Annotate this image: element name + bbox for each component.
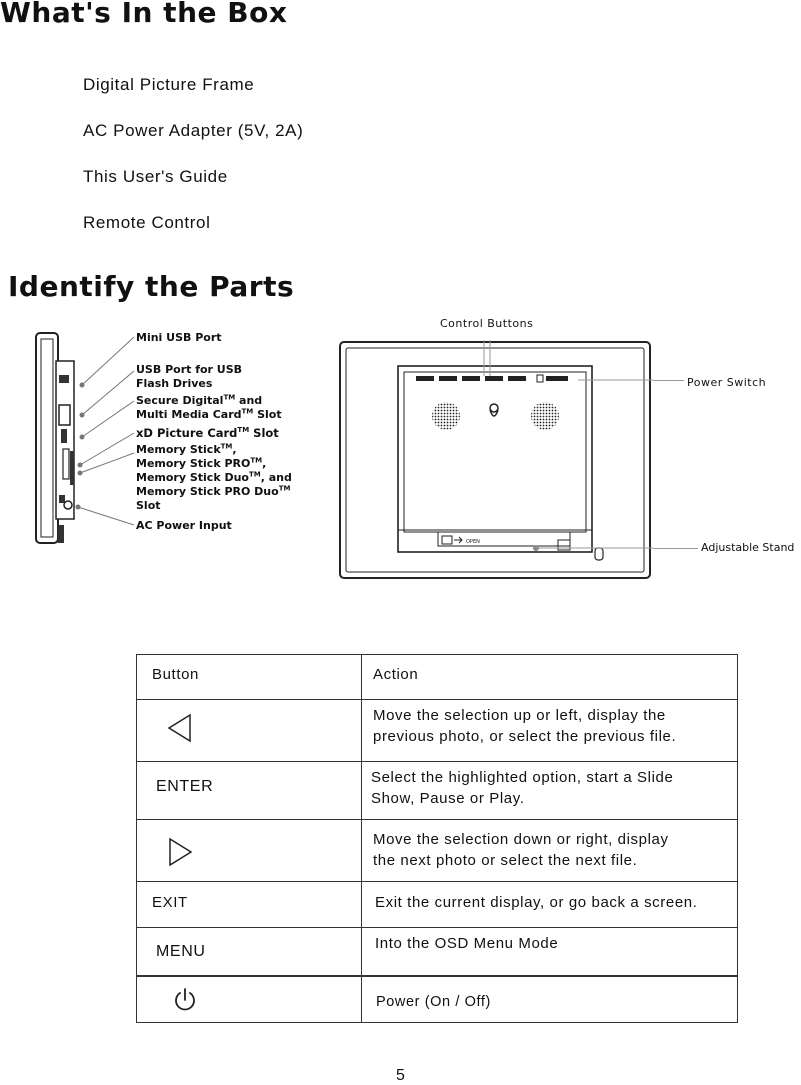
stand-open-label: OPEN (466, 539, 480, 545)
label-sd-mmc-slot: Secure Digital™ and Multi Media Card™ Slot (136, 393, 282, 421)
left-triangle-icon (167, 713, 193, 743)
table-header-button: Button (152, 666, 199, 683)
box-item: Remote Control (83, 213, 211, 232)
stand-leader (654, 548, 698, 549)
parts-section-title: Identify the Parts (8, 270, 295, 303)
power-switch-leader (654, 380, 684, 381)
table-row-divider (137, 975, 737, 977)
table-button-cell: MENU (156, 943, 206, 960)
label-control-buttons: Control Buttons (440, 317, 534, 330)
table-button-cell: ENTER (156, 778, 214, 795)
table-row-divider (137, 699, 737, 700)
table-header-action: Action (373, 666, 419, 683)
label-xd-slot: xD Picture Card™ Slot (136, 426, 279, 440)
table-action-cell: Power (On / Off) (376, 994, 491, 1010)
box-item: Digital Picture Frame (83, 75, 255, 94)
label-memory-stick-slot: Memory Stick™, Memory Stick PRO™, Memory Stick Duo™, and Memory Stick PRO Duo™ Slot (136, 442, 292, 512)
power-icon (173, 987, 197, 1013)
label-ac-power-input: AC Power Input (136, 519, 232, 532)
table-row-divider (137, 819, 737, 820)
box-item: AC Power Adapter (5V, 2A) (83, 121, 304, 140)
table-action-cell: Into the OSD Menu Mode (375, 935, 559, 952)
table-column-divider (361, 655, 362, 1022)
frame-back-view (338, 340, 654, 582)
label-usb-port: USB Port for USB Flash Drives (136, 363, 243, 390)
table-action-cell: Move the selection down or right, display the next photo or select the next file. (373, 831, 669, 869)
table-row-divider (137, 927, 737, 928)
table-action-cell: Move the selection up or left, display the previous photo, or select the previous file. (373, 707, 677, 745)
label-mini-usb-port: Mini USB Port (136, 331, 222, 344)
table-action-cell: Select the highlighted option, start a Slide Show, Pause or Play. (371, 769, 674, 807)
label-adjustable-stand: Adjustable Stand (701, 541, 795, 554)
right-triangle-icon (167, 837, 193, 867)
box-item: This User's Guide (83, 167, 228, 186)
table-row-divider (137, 881, 737, 882)
label-power-switch: Power Switch (687, 376, 767, 389)
page-number: 5 (396, 1067, 405, 1084)
frame-side-view (30, 325, 140, 555)
table-row-divider (137, 761, 737, 762)
box-section-title: What's In the Box (0, 0, 288, 29)
table-button-cell: EXIT (152, 894, 188, 911)
button-action-table (136, 654, 738, 1023)
table-action-cell: Exit the current display, or go back a screen. (375, 894, 698, 911)
